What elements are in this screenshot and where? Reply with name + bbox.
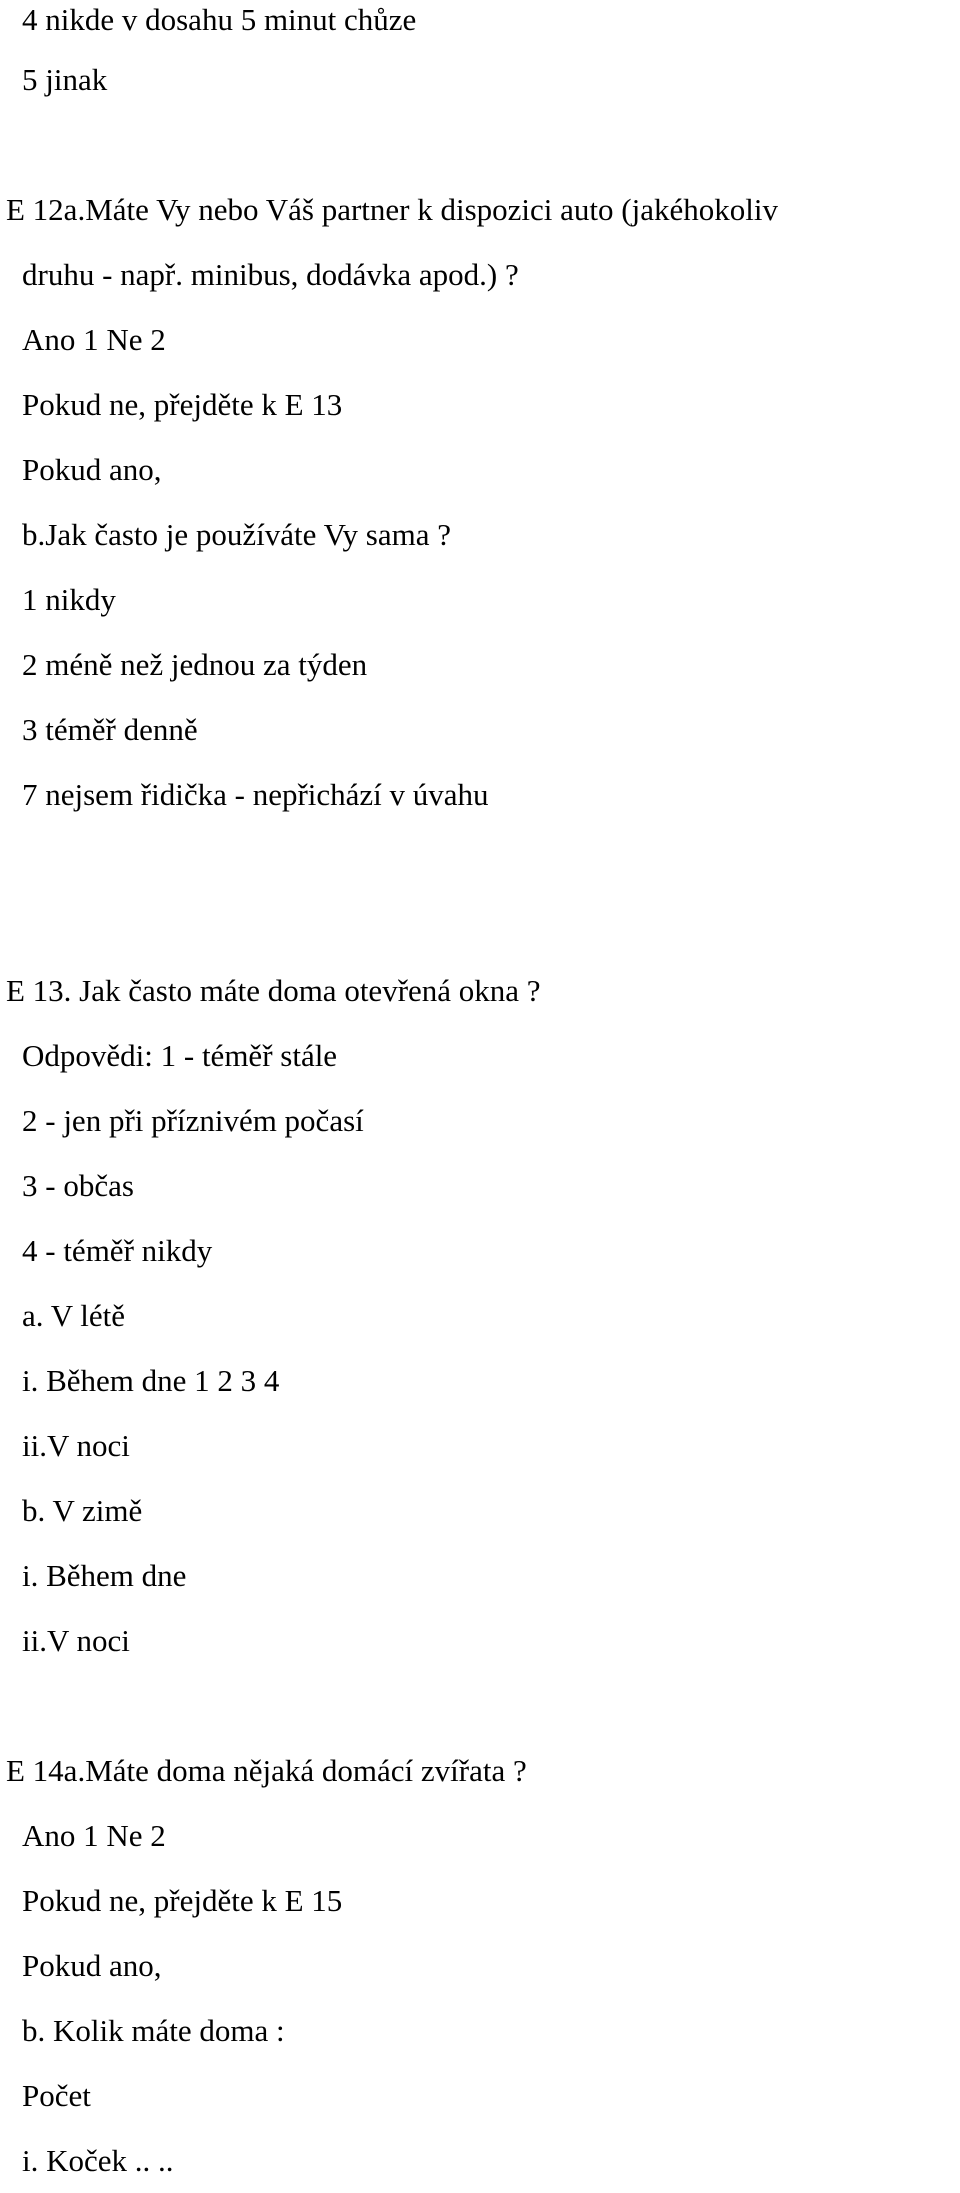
e13-answer-4: 4 - téměř nikdy — [22, 1233, 213, 1268]
e12-question: E 12a.Máte Vy nebo Váš partner k dispozici auto (jakéhokoliv — [6, 192, 778, 227]
e12-answer-options: Ano 1 Ne 2 — [22, 322, 166, 357]
e12-sub-question-b: b.Jak často je používáte Vy sama ? — [22, 517, 451, 552]
e14-if-yes: Pokud ano, — [22, 1948, 162, 1983]
e12-if-yes: Pokud ano, — [22, 452, 162, 487]
e11-option-4: 4 nikde v dosahu 5 minut chůze — [22, 2, 417, 37]
e13-sub-a: a. V létě — [22, 1298, 126, 1333]
e13-answer-2: 2 - jen při příznivém počasí — [22, 1103, 364, 1138]
e13-answers-intro: Odpovědi: 1 - téměř stále — [22, 1038, 338, 1073]
e14-answer-options: Ano 1 Ne 2 — [22, 1818, 166, 1853]
e13-question: E 13. Jak často máte doma otevřená okna ? — [6, 973, 541, 1008]
e13-sub-a-i: i. Během dne 1 2 3 4 — [22, 1363, 280, 1398]
e13-answer-3: 3 - občas — [22, 1168, 134, 1203]
e12-question-continued: druhu - např. minibus, dodávka apod.) ? — [22, 257, 519, 292]
e13-sub-b: b. V zimě — [22, 1493, 143, 1528]
e12-option: 7 nejsem řidička - nepřichází v úvahu — [22, 777, 489, 812]
e14-count-label: Počet — [22, 2078, 91, 2113]
e11-option-5: 5 jinak — [22, 62, 108, 97]
e13-sub-a-ii: ii.V noci — [22, 1428, 130, 1463]
e12-option: 2 méně než jednou za týden — [22, 647, 368, 682]
e12-option: 1 nikdy — [22, 582, 116, 617]
e14-skip-instruction: Pokud ne, přejděte k E 15 — [22, 1883, 343, 1918]
e12-skip-instruction: Pokud ne, přejděte k E 13 — [22, 387, 343, 422]
e14-question: E 14a.Máte doma nějaká domácí zvířata ? — [6, 1753, 527, 1788]
e14-sub-question-b: b. Kolik máte doma : — [22, 2013, 285, 2048]
e12-option: 3 téměř denně — [22, 712, 198, 747]
e13-sub-b-i: i. Během dne — [22, 1558, 187, 1593]
e14-item-cats: i. Koček .. .. — [22, 2143, 174, 2178]
e13-sub-b-ii: ii.V noci — [22, 1623, 130, 1658]
